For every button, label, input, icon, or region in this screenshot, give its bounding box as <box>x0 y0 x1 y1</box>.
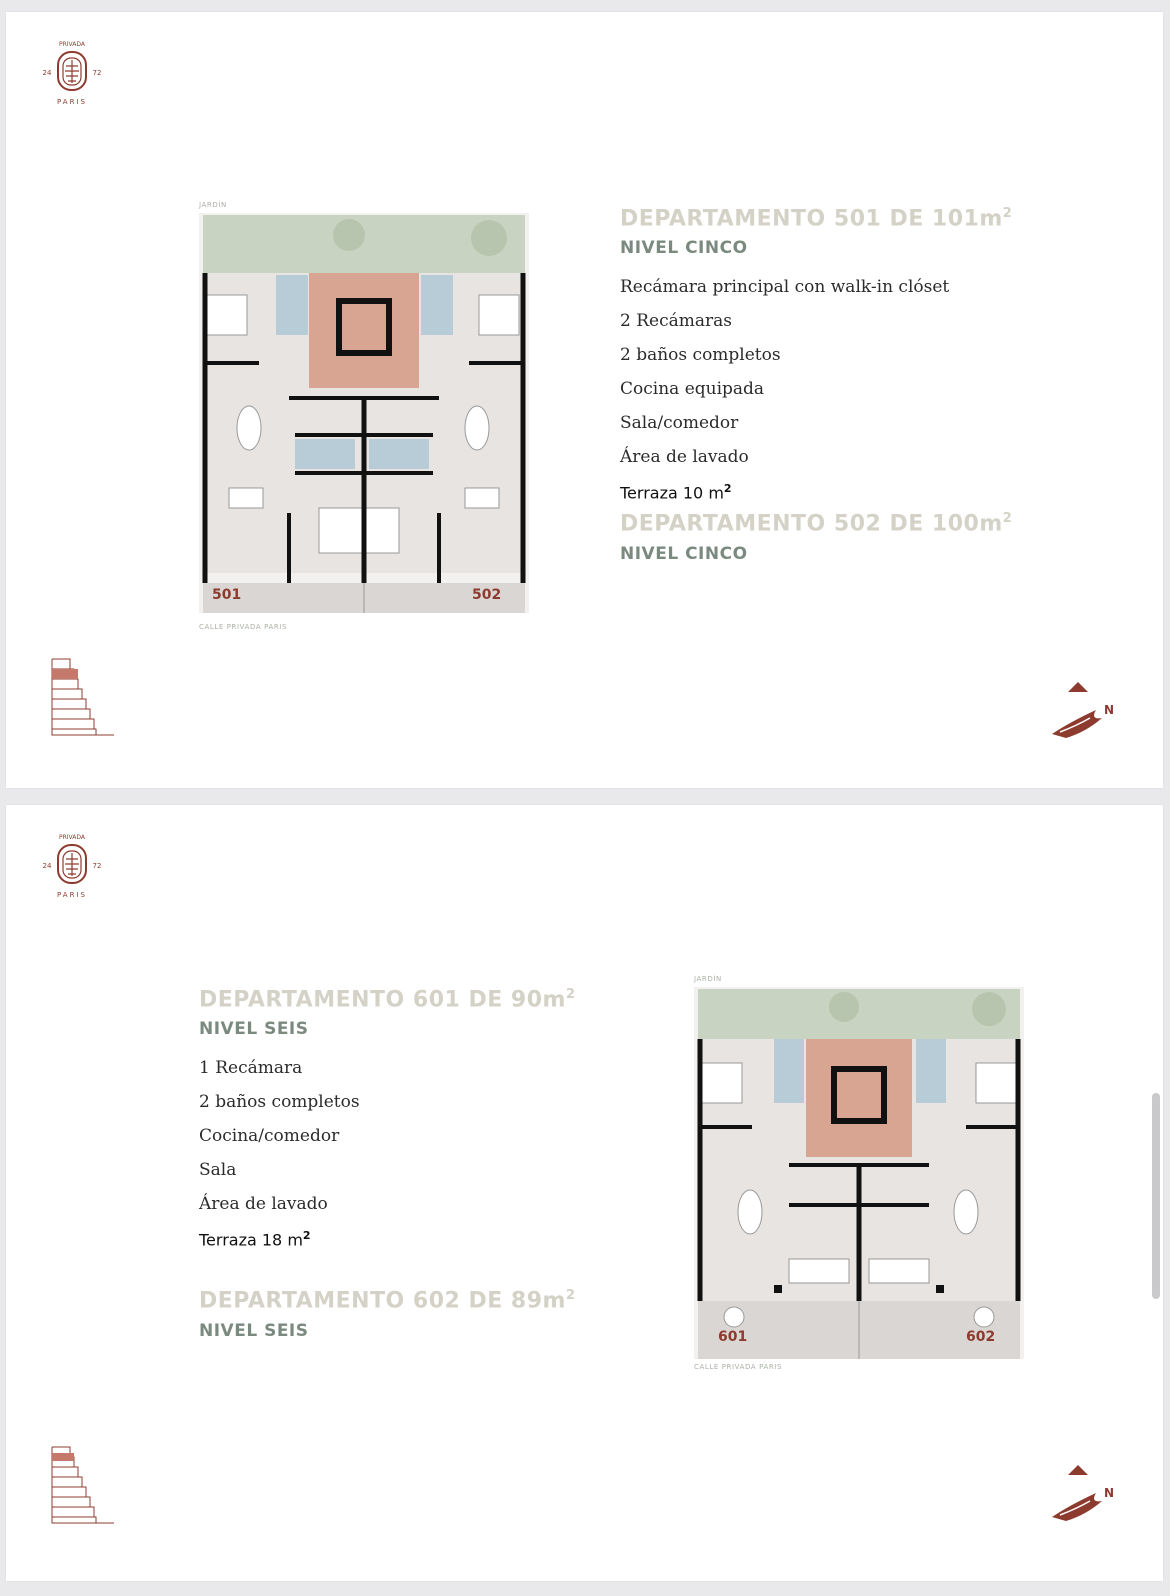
unit-label-502: 502 <box>472 587 502 603</box>
street-label: CALLE PRIVADA PARIS <box>694 1363 783 1371</box>
svg-text:N: N <box>1104 703 1115 717</box>
apartment-602-level: NIVEL SEIS <box>199 1320 309 1341</box>
building-levels-icon <box>50 657 116 741</box>
feature-item: Cocina/comedor <box>199 1126 340 1147</box>
garden-label: JARDÍN <box>694 975 722 983</box>
feature-item: Sala <box>199 1160 237 1181</box>
brochure-page-level-6 <box>6 805 1163 1581</box>
apartment-601-level: NIVEL SEIS <box>199 1019 309 1040</box>
apartment-501-title: DEPARTAMENTO 501 DE $101m^2$ <box>620 206 1013 232</box>
unit-label-601: 601 <box>718 1329 748 1345</box>
apartment-601-title: DEPARTAMENTO 601 DE $90m^2$ <box>199 987 576 1013</box>
feature-item: Sala/comedor <box>620 413 739 434</box>
apartment-602-title: DEPARTAMENTO 602 DE $89m^2$ <box>199 1288 576 1314</box>
feature-item: 1 Recámara <box>199 1058 303 1079</box>
street-label: CALLE PRIVADA PARIS <box>199 623 288 631</box>
garden-label: JARDÍN <box>199 201 227 209</box>
svg-text:PRIVADA: PRIVADA <box>58 834 86 841</box>
feature-item: 2 baños completos <box>199 1092 360 1113</box>
floor-plan-level-6 <box>694 987 1024 1359</box>
svg-text:PARIS: PARIS <box>57 891 87 899</box>
unit-label-602: 602 <box>966 1329 996 1345</box>
brochure-page-level-5 <box>6 12 1163 788</box>
apartment-601-details <box>199 980 576 1353</box>
apartment-501-level: NIVEL CINCO <box>620 238 748 259</box>
svg-text:PARIS: PARIS <box>57 98 87 106</box>
svg-text:24: 24 <box>42 862 52 870</box>
apartment-501-details <box>620 199 1012 576</box>
svg-text:72: 72 <box>92 862 102 870</box>
terrace-feature: Terraza 10 $m^2$ <box>620 482 732 503</box>
feature-item: Recámara principal con walk-in clóset <box>620 277 950 298</box>
feature-item: 2 baños completos <box>620 345 781 366</box>
terrace-feature: Terraza 18 $m^2$ <box>199 1229 311 1250</box>
svg-text:24: 24 <box>42 69 52 77</box>
north-arrow-icon <box>1046 682 1116 746</box>
apartment-502-level: NIVEL CINCO <box>620 543 748 564</box>
privada-paris-logo <box>34 38 110 114</box>
building-levels-icon <box>50 1445 116 1529</box>
north-arrow-icon <box>1046 1465 1116 1529</box>
svg-text:PRIVADA: PRIVADA <box>58 41 86 48</box>
vertical-scrollbar[interactable] <box>1152 1093 1160 1299</box>
feature-item: Área de lavado <box>620 447 749 468</box>
apartment-502-title: DEPARTAMENTO 502 DE $100m^2$ <box>620 511 1013 537</box>
feature-item: Cocina equipada <box>620 379 765 400</box>
svg-text:N: N <box>1104 1486 1115 1500</box>
feature-item: Área de lavado <box>199 1194 328 1215</box>
unit-label-501: 501 <box>212 587 242 603</box>
feature-item: 2 Recámaras <box>620 311 732 332</box>
privada-paris-logo <box>34 831 110 907</box>
svg-text:72: 72 <box>92 69 102 77</box>
floor-plan-level-5 <box>199 213 529 613</box>
